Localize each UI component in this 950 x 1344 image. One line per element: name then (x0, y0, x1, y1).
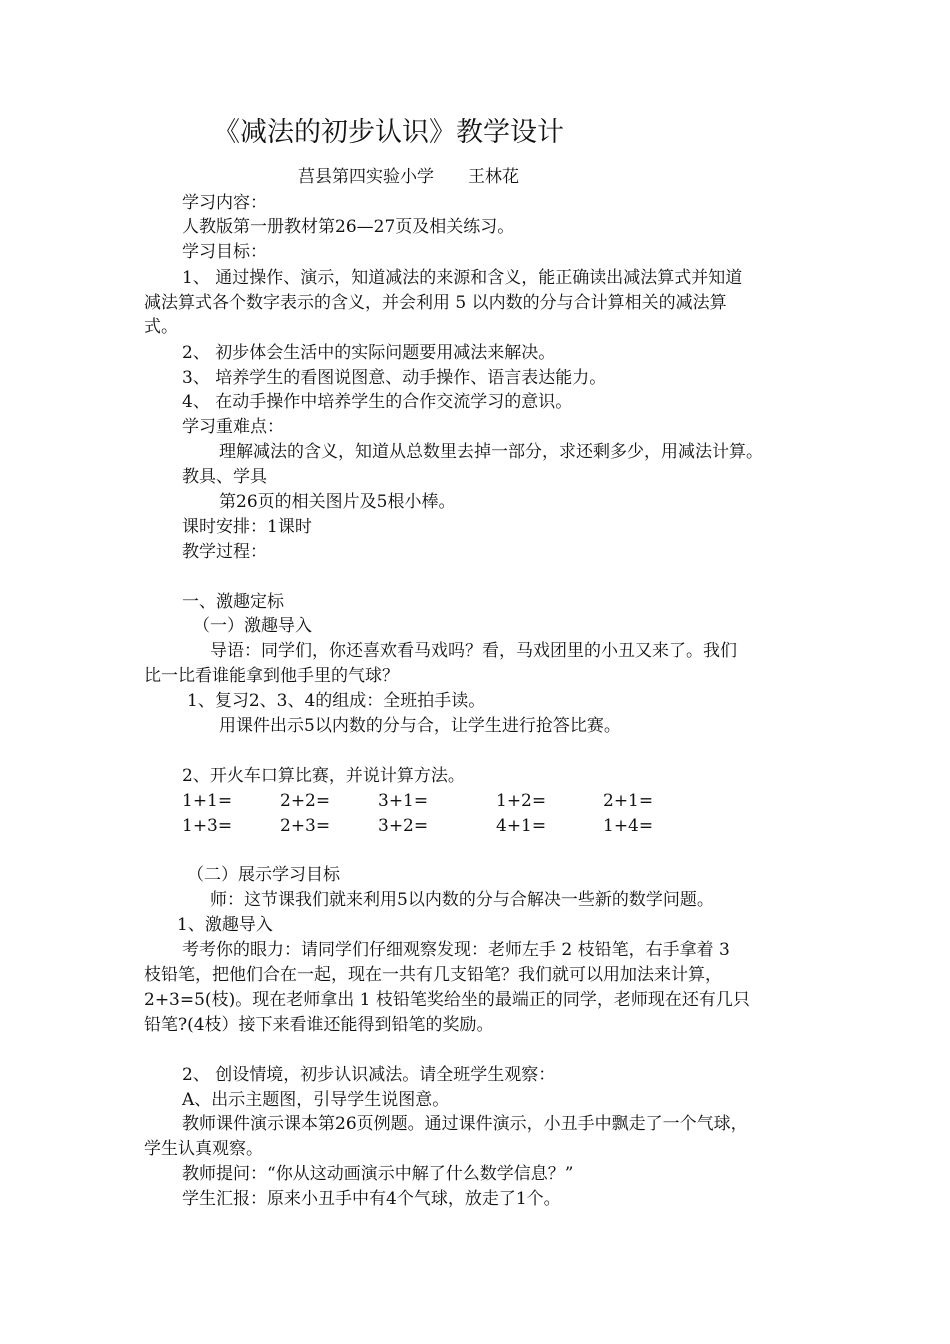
equation: 1+1= (182, 791, 233, 811)
section-1-heading: 一、激趣定标 (182, 592, 284, 612)
fun-intro-heading: 1、激趣导入 (177, 915, 273, 935)
scene-step-a: A、出示主题图，引导学生说图意。 (182, 1090, 450, 1110)
scene-heading: 2、 创设情境，初步认识减法。请全班学生观察： (182, 1065, 556, 1085)
content-heading: 学习内容： (182, 193, 267, 213)
equation: 2+1= (603, 791, 654, 811)
demo-line-1: 教师课件演示课本第26页例题。通过课件演示，小丑手中飘走了一个气球， (182, 1114, 748, 1134)
section-1-1-heading: （一）激趣导入 (193, 616, 312, 636)
equation: 3+1= (378, 791, 429, 811)
equation: 3+2= (378, 816, 429, 836)
equation: 1+4= (603, 816, 654, 836)
equation: 1+2= (496, 791, 547, 811)
equation: 4+1= (496, 816, 547, 836)
teacher-line: 师：这节课我们就来利用5以内数的分与合解决一些新的数学问题。 (210, 890, 714, 910)
train-game-line: 2、开火车口算比赛，并说计算方法。 (182, 766, 465, 786)
test-line-1: 考考你的眼力：请同学们仔细观察发现：老师左手 2 枝铅笔，右手拿着 3 (182, 940, 730, 960)
courseware-line: 用课件出示5以内数的分与合，让学生进行抢答比赛。 (219, 716, 621, 736)
author-line: 莒县第四实验小学 王林花 (298, 167, 519, 187)
goal-3: 3、 培养学生的看图说图意、动手操作、语言表达能力。 (182, 368, 607, 388)
intro-line-2: 比一比看谁能拿到他手里的气球？ (144, 666, 399, 686)
process-heading: 教学过程： (182, 542, 267, 562)
equation: 1+3= (182, 816, 233, 836)
schedule-line: 课时安排：1课时 (182, 517, 312, 537)
goal-1-line-2: 减法算式各个数字表示的含义，并会利用 5 以内数的分与合计算相关的减法算 (144, 293, 727, 313)
test-line-3: 2+3=5(枝)。现在老师拿出 1 枝铅笔奖给坐的最端正的同学，老师现在还有几只 (144, 990, 750, 1010)
intro-line-1: 导语：同学们，你还喜欢看马戏吗？看，马戏团里的小丑又来了。我们 (210, 641, 737, 661)
goals-heading: 学习目标： (182, 242, 267, 262)
tools-heading: 教具、学具 (182, 467, 267, 487)
test-line-2: 枝铅笔，把他们合在一起，现在一共有几支铅笔？我们就可以用加法来计算， (144, 965, 722, 985)
goal-4: 4、 在动手操作中培养学生的合作交流学习的意识。 (182, 392, 573, 412)
tools-text: 第26页的相关图片及5根小棒。 (219, 492, 456, 512)
equation: 2+3= (280, 816, 331, 836)
demo-line-2: 学生认真观察。 (144, 1139, 263, 1159)
goal-2: 2、 初步体会生活中的实际问题要用减法来解决。 (182, 343, 556, 363)
student-report: 学生汇报：原来小丑手中有4个气球，放走了1个。 (182, 1189, 561, 1209)
key-points-heading: 学习重难点： (182, 417, 284, 437)
test-line-4: 铅笔?(4枝）接下来看谁还能得到铅笔的奖励。 (144, 1015, 494, 1035)
section-1-2-heading: （二）展示学习目标 (187, 865, 340, 885)
goal-1-line-1: 1、 通过操作、演示，知道减法的来源和含义，能正确读出减法算式并知道 (182, 268, 743, 288)
review-line: 1、复习2、3、4的组成：全班拍手读。 (187, 691, 486, 711)
content-text: 人教版第一册教材第26—27页及相关练习。 (182, 217, 515, 237)
teacher-question: 教师提问：“你从这动画演示中解了什么数学信息？” (182, 1164, 574, 1184)
document-title: 《减法的初步认识》教学设计 (213, 117, 564, 148)
key-points-text: 理解减法的含义，知道从总数里去掉一部分，求还剩多少，用减法计算。 (219, 442, 763, 462)
goal-1-line-3: 式。 (144, 317, 178, 337)
equation: 2+2= (280, 791, 331, 811)
